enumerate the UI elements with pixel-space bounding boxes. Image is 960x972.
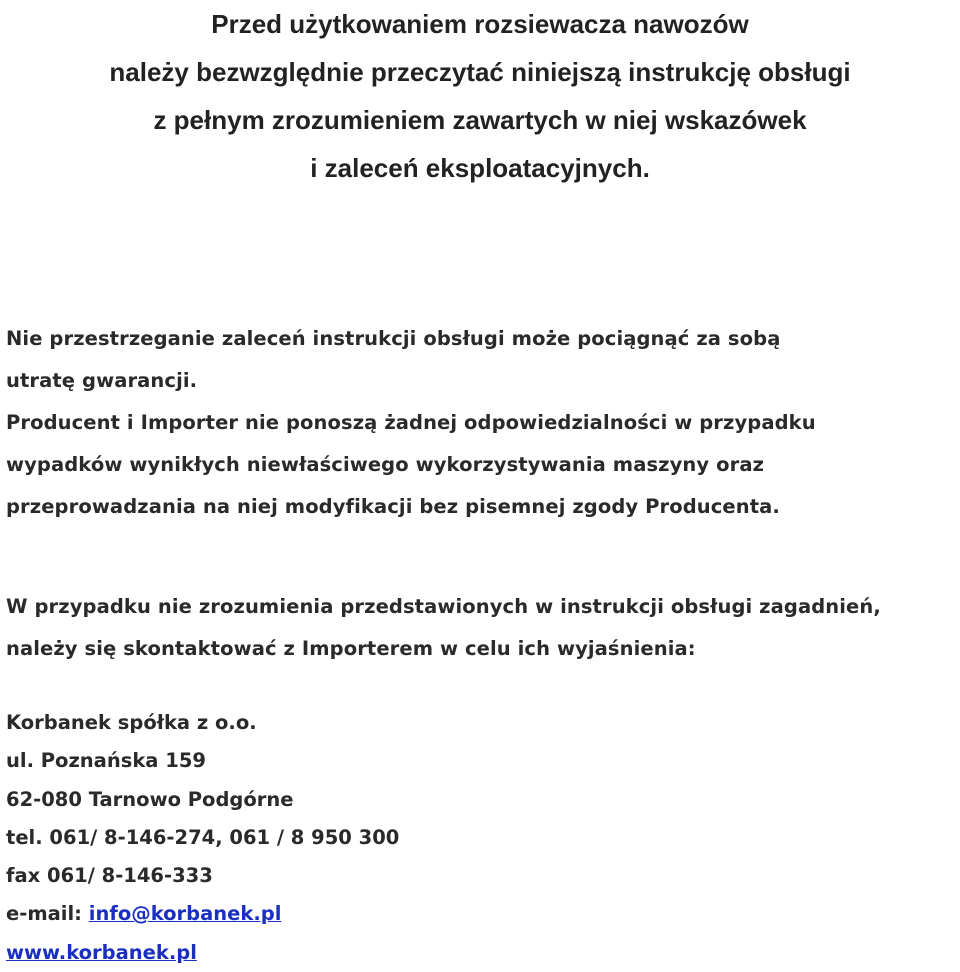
email-line xyxy=(6,895,960,933)
street-address: ul. Poznańska 159 xyxy=(6,749,206,773)
phone-numbers: tel. 061/ 8-146-274, 061 / 8 950 300 xyxy=(6,825,400,849)
paragraph-line: utratę gwarancji. xyxy=(6,369,198,392)
website-line xyxy=(6,934,960,972)
paragraph-line: Nie przestrzeganie zaleceń instrukcji obsługi może pociągnąć za sobą xyxy=(6,327,781,350)
paragraph-line: należy się skontaktować z Importerem w celu ich wyjaśnienia: xyxy=(6,637,696,660)
website-link[interactable]: www.korbanek.pl xyxy=(6,940,197,964)
notice-heading xyxy=(0,0,960,192)
paragraph-line: przeprowadzania na niej modyfikacji bez pisemnej zgody Producenta. xyxy=(6,495,780,518)
heading-line: i zaleceń eksploatacyjnych. xyxy=(310,153,650,183)
liability-paragraph xyxy=(6,402,960,528)
heading-line: z pełnym zrozumieniem zawartych w niej wskazówek xyxy=(153,105,807,135)
city-address: 62-080 Tarnowo Podgórne xyxy=(6,787,294,811)
company-name: Korbanek spółka z o.o. xyxy=(6,711,257,734)
fax-number: fax 061/ 8-146-333 xyxy=(6,864,213,888)
email-label: e-mail: xyxy=(6,902,89,926)
warranty-paragraph xyxy=(6,318,960,402)
email-link[interactable]: info@korbanek.pl xyxy=(88,902,282,926)
importer-contact-block xyxy=(6,704,960,972)
paragraph-line: wypadków wynikłych niewłaściwego wykorzystywania maszyny oraz xyxy=(6,453,765,476)
paragraph-line: W przypadku nie zrozumienia przedstawionych w instrukcji obsługi zagadnień, xyxy=(6,595,881,618)
heading-line: należy bezwzględnie przeczytać niniejszą instrukcję obsługi xyxy=(109,57,851,87)
paragraph-line: Producent i Importer nie ponoszą żadnej odpowiedzialności w przypadku xyxy=(6,411,816,434)
contact-note-paragraph xyxy=(6,586,960,670)
heading-line: Przed użytkowaniem rozsiewacza nawozów xyxy=(211,9,749,39)
